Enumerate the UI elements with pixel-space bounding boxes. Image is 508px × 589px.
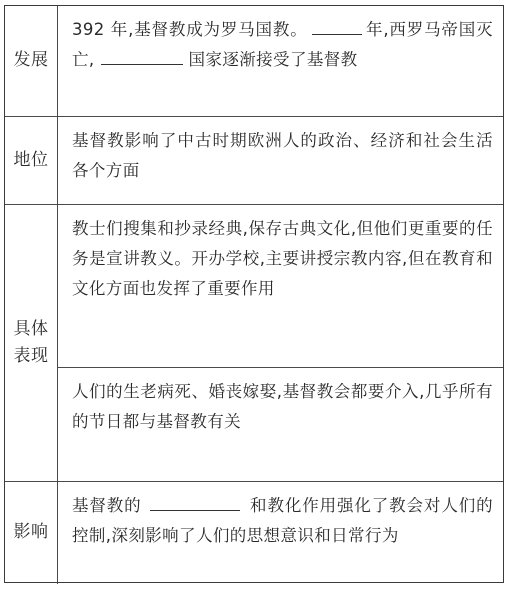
text-segment: 教士们搜集和抄录经典,保存古典文化,但他们更重要的任务是宣讲教义。开办学校,主要讲授宗教内容,但在教育和文化方面也发挥了重要作用 bbox=[72, 218, 493, 298]
header-label-line2: 表现 bbox=[13, 345, 49, 366]
row-header-status bbox=[5, 116, 58, 204]
header-label: 发展 bbox=[13, 50, 49, 71]
row-manifestation-2 bbox=[5, 367, 503, 481]
fill-blank-country[interactable] bbox=[101, 46, 183, 65]
text-segment: 国家逐渐接受了基督教 bbox=[188, 50, 358, 69]
header-label: 地位 bbox=[13, 149, 49, 170]
text-segment: 基督教影响了中古时期欧洲人的政治、经济和社会生活各个方面 bbox=[72, 130, 493, 180]
text-segment: 392 年,基督教成为罗马国教。 bbox=[72, 20, 308, 39]
cell-influence bbox=[58, 481, 504, 584]
row-header-development bbox=[5, 6, 58, 116]
row-development bbox=[5, 6, 503, 116]
text-segment: 和教化作用强化了教会对人们的控制,深刻影响了人们的思想意识和日常行为 bbox=[72, 495, 493, 545]
row-header-influence bbox=[5, 481, 58, 584]
row-manifestation-1 bbox=[5, 204, 503, 367]
row-status bbox=[5, 116, 503, 204]
fill-blank-year[interactable] bbox=[312, 16, 362, 35]
header-label-line1: 具体 bbox=[13, 318, 49, 339]
text-segment: 基督教的 bbox=[72, 495, 142, 515]
row-header-manifestation bbox=[5, 204, 58, 481]
row-influence bbox=[5, 481, 503, 584]
text-segment: 人们的生老病死、婚丧嫁娶,基督教会都要介入,几乎所有的节日都与基督教有关 bbox=[72, 381, 493, 431]
cell-status bbox=[58, 116, 504, 204]
cell-development bbox=[58, 6, 504, 116]
cell-manifestation-culture bbox=[58, 204, 504, 367]
table-grid bbox=[5, 6, 503, 584]
history-table bbox=[4, 5, 504, 583]
fill-blank-function[interactable] bbox=[150, 492, 240, 511]
header-label: 影响 bbox=[13, 522, 49, 543]
cell-manifestation-life bbox=[58, 367, 504, 481]
text-segment: 年,西罗马帝国灭亡, bbox=[72, 20, 493, 69]
